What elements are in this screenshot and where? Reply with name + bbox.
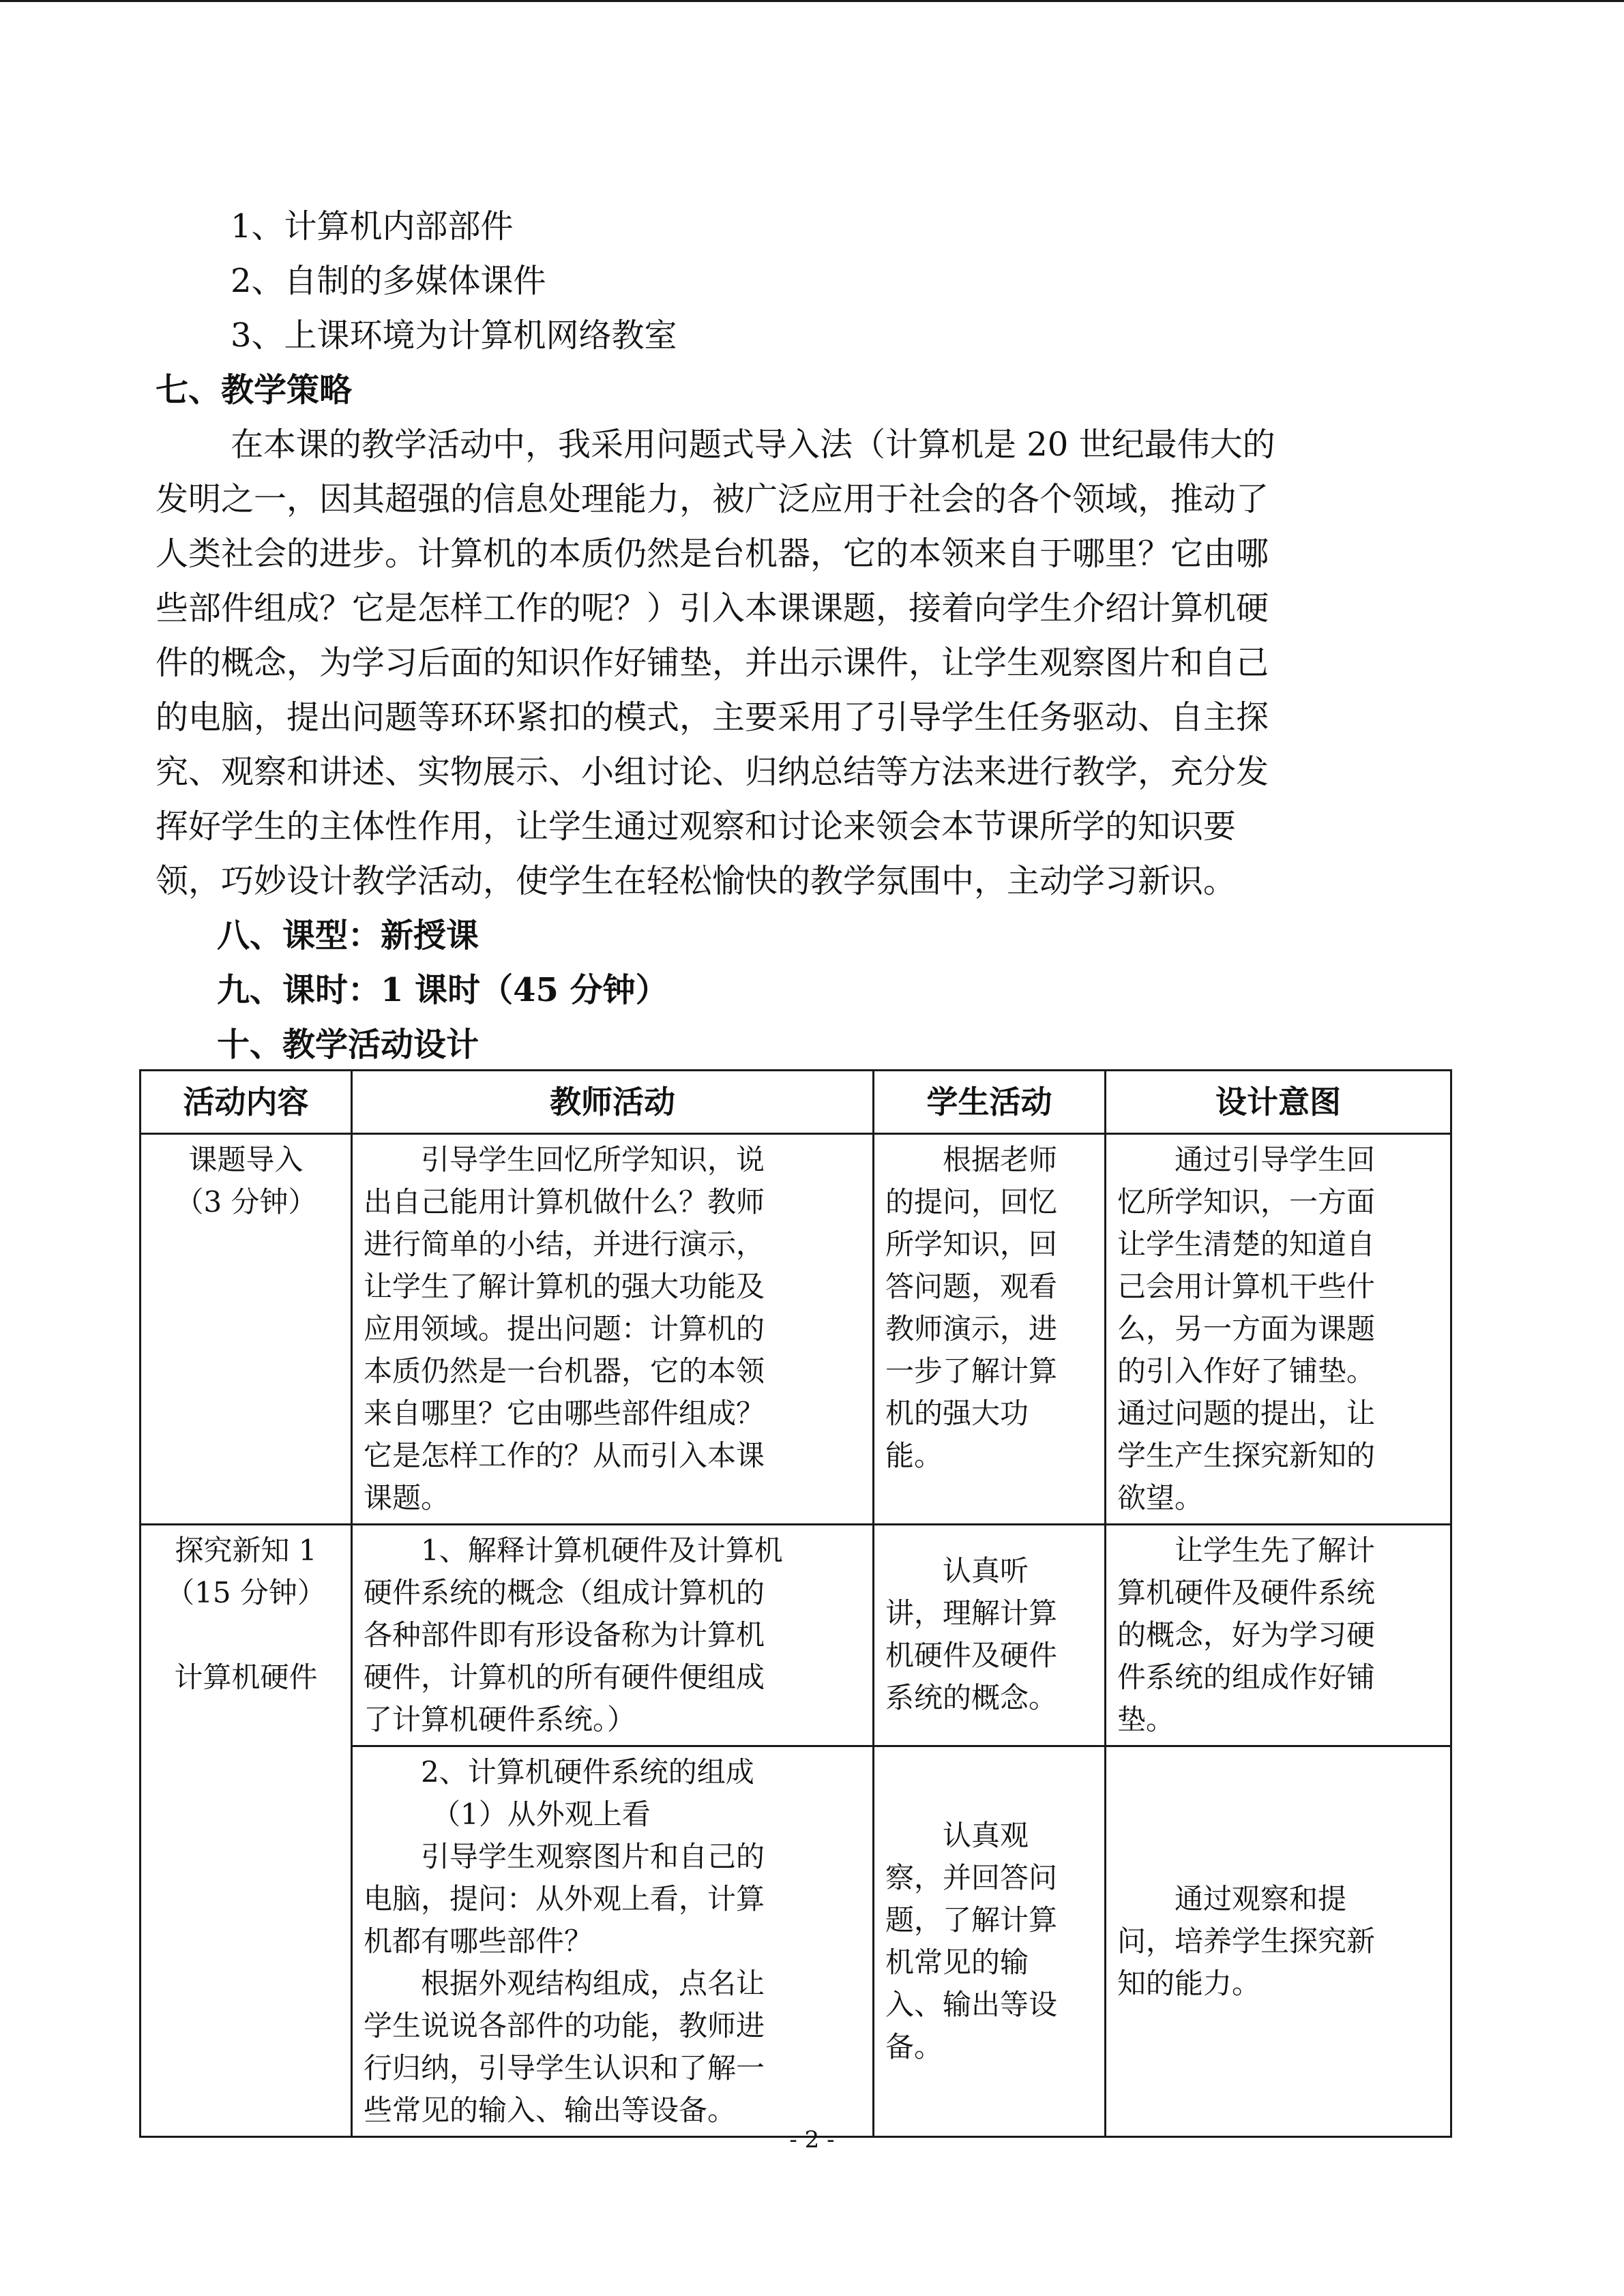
cell-line: 察，并回答问	[885, 1861, 1058, 1894]
cell-line: 通过引导学生回	[1175, 1143, 1376, 1176]
cell-line: 系统的概念。	[885, 1681, 1058, 1714]
cell-line: 认真听	[943, 1554, 1029, 1587]
cell-line: 算机硬件及硬件系统	[1117, 1576, 1376, 1609]
cell-line: 己会用计算机干些什	[1117, 1270, 1376, 1303]
cell-line: 1、解释计算机硬件及计算机	[421, 1534, 783, 1567]
header-student-activity: 学生活动	[874, 1071, 1106, 1134]
student-activity-cell	[874, 1746, 1106, 2137]
page-number: - 2 -	[789, 2126, 835, 2153]
section-10-heading: 十、教学活动设计	[217, 1026, 479, 1064]
cell-line: （15 分钟）	[166, 1576, 326, 1609]
paragraph-line: 挥好学生的主体性作用，让学生通过观察和讨论来领会本节课所学的知识要	[156, 807, 1237, 846]
cell-line: 机都有哪些部件？	[364, 1924, 593, 1958]
cell-line: 答问题，观看	[885, 1270, 1058, 1303]
header-activity-content: 活动内容	[141, 1071, 352, 1134]
cell-line: 所学知识，回	[885, 1227, 1058, 1261]
cell-line: 通过问题的提出，让	[1117, 1397, 1376, 1430]
table-header-row	[141, 1071, 1451, 1134]
cell-line: 让学生清楚的知道自	[1117, 1227, 1376, 1261]
student-activity-cell	[874, 1525, 1106, 1746]
cell-line: 入、输出等设	[885, 1988, 1058, 2021]
cell-line: 硬件系统的概念（组成计算机的	[364, 1576, 765, 1609]
cell-line: 电脑，提问：从外观上看，计算	[364, 1882, 765, 1915]
cell-line: 讲，理解计算	[885, 1596, 1058, 1630]
cell-line: 探究新知 1	[175, 1534, 317, 1567]
cell-line: 计算机硬件	[174, 1660, 318, 1694]
student-activity-cell	[874, 1134, 1106, 1525]
cell-line: 它是怎样工作的？从而引入本课	[364, 1439, 765, 1472]
section-7-heading: 七、教学策略	[156, 371, 353, 409]
cell-line: 教师演示，进	[885, 1312, 1058, 1345]
cell-line: 应用领域。提出问题：计算机的	[364, 1312, 765, 1345]
cell-line	[152, 1614, 340, 1656]
paragraph-line: 些部件组成？它是怎样工作的呢？）引入本课课题，接着向学生介绍计算机硬	[156, 589, 1269, 627]
cell-line: 2、计算机硬件系统的组成	[421, 1755, 754, 1789]
paragraph-line: 在本课的教学活动中，我采用问题式导入法（计算机是 20 世纪最伟大的	[231, 426, 1275, 464]
cell-line: 让学生了解计算机的强大功能及	[364, 1270, 765, 1303]
cell-line: 学生产生探究新知的	[1117, 1439, 1376, 1472]
cell-line: 来自哪里？它由哪些部件组成？	[364, 1397, 765, 1430]
cell-line: 课题导入	[188, 1143, 304, 1176]
activity-content-cell	[141, 1525, 352, 2137]
cell-line: 的提问，回忆	[885, 1185, 1058, 1219]
design-intent-cell	[1106, 1134, 1451, 1525]
design-intent-cell	[1106, 1746, 1451, 2137]
table-row	[141, 1525, 1451, 1746]
activity-content-cell	[141, 1134, 352, 1525]
section-7-paragraph	[156, 417, 1451, 908]
cell-line: 机常见的输	[885, 1945, 1029, 1979]
cell-line: 知的能力。	[1117, 1967, 1261, 2000]
cell-line: 备。	[885, 2030, 943, 2063]
cell-line: 件系统的组成作好铺	[1117, 1660, 1376, 1694]
cell-line: 认真观	[943, 1819, 1029, 1852]
teacher-activity-cell	[352, 1746, 874, 2137]
header-teacher-activity: 教师活动	[352, 1071, 874, 1134]
design-intent-cell	[1106, 1525, 1451, 1746]
cell-line: 课题。	[364, 1481, 450, 1515]
header-design-intent: 设计意图	[1106, 1071, 1451, 1134]
cell-line: 让学生先了解计	[1175, 1534, 1376, 1567]
cell-line: 些常见的输入、输出等设备。	[364, 2093, 737, 2127]
cell-line: 通过观察和提	[1175, 1882, 1347, 1915]
material-item-1: 1、计算机内部部件	[231, 207, 514, 245]
cell-line: 引导学生观察图片和自己的	[421, 1840, 765, 1873]
paragraph-line: 人类社会的进步。计算机的本质仍然是台机器，它的本领来自于哪里？它由哪	[156, 535, 1269, 573]
teacher-activity-cell	[352, 1525, 874, 1746]
section-8-lesson-type: 八、课型：新授课	[217, 916, 479, 955]
teacher-activity-cell	[352, 1134, 874, 1525]
cell-line: 硬件，计算机的所有硬件便组成	[364, 1660, 765, 1694]
cell-line: 么，另一方面为课题	[1117, 1312, 1376, 1345]
cell-line: 进行简单的小结，并进行演示，	[364, 1227, 765, 1261]
cell-line: 忆所学知识，一方面	[1117, 1185, 1376, 1219]
cell-line: 学生说说各部件的功能，教师进	[364, 2009, 765, 2042]
cell-line: 本质仍然是一台机器，它的本领	[364, 1354, 765, 1388]
cell-line: 根据外观结构组成，点名让	[421, 1967, 765, 2000]
paragraph-line: 件的概念，为学习后面的知识作好铺垫，并出示课件，让学生观察图片和自己	[156, 644, 1269, 682]
cell-line: 各种部件即有形设备称为计算机	[364, 1618, 765, 1652]
cell-line: 的概念，好为学习硬	[1117, 1618, 1376, 1652]
cell-line: 题，了解计算	[885, 1903, 1058, 1937]
cell-line: 根据老师	[943, 1143, 1058, 1176]
section-9-lesson-hours: 九、课时：1 课时（45 分钟）	[217, 971, 668, 1009]
cell-line: 出自己能用计算机做什么？教师	[364, 1185, 765, 1219]
activity-design-table	[139, 1069, 1452, 2138]
cell-line: 机的强大功	[885, 1397, 1029, 1430]
cell-line: 一步了解计算	[885, 1354, 1058, 1388]
cell-line: 机硬件及硬件	[885, 1639, 1058, 1672]
paragraph-line: 的电脑，提出问题等环环紧扣的模式，主要采用了引导学生任务驱动、自主探	[156, 698, 1269, 736]
cell-line: 了计算机硬件系统。）	[364, 1703, 636, 1736]
cell-line: （1）从外观上看	[432, 1798, 651, 1831]
cell-line: 问，培养学生探究新	[1117, 1924, 1376, 1958]
cell-line: （3 分钟）	[175, 1185, 317, 1219]
cell-line: 行归纳，引导学生认识和了解一	[364, 2051, 765, 2085]
table-row	[141, 1134, 1451, 1525]
paragraph-line: 领，巧妙设计教学活动，使学生在轻松愉快的教学氛围中，主动学习新识。	[156, 862, 1237, 900]
cell-line: 垫。	[1117, 1703, 1175, 1736]
material-item-2: 2、自制的多媒体课件	[231, 262, 546, 300]
material-item-3: 3、上课环境为计算机网络教室	[231, 316, 677, 355]
cell-line: 欲望。	[1117, 1481, 1204, 1515]
paragraph-line: 究、观察和讲述、实物展示、小组讨论、归纳总结等方法来进行教学，充分发	[156, 753, 1269, 791]
cell-line: 引导学生回忆所学知识，说	[421, 1143, 765, 1176]
cell-line: 能。	[885, 1439, 943, 1472]
paragraph-line: 发明之一，因其超强的信息处理能力，被广泛应用于社会的各个领域，推动了	[156, 480, 1269, 518]
cell-line: 的引入作好了铺垫。	[1117, 1354, 1376, 1388]
